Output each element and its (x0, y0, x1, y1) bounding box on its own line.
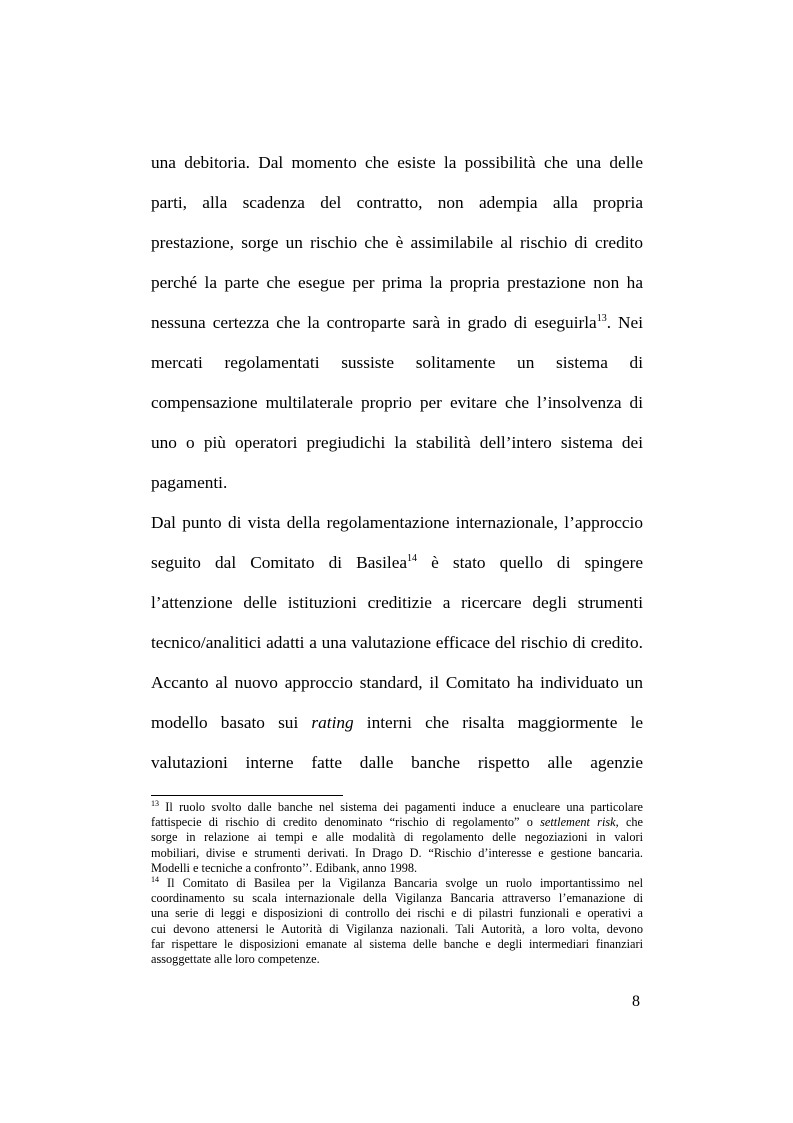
body-line: perché la parte che esegue per prima la propria prestazione non ha (151, 273, 643, 292)
body-line: tecnico/analitici adatti a una valutazione efficace del rischio di credito. (151, 633, 643, 652)
footnote-line: mobiliari, divise e strumenti derivati. In Drago D. “Rischio d’interesse e gestione bancaria. (151, 845, 643, 860)
footnote-text: che (618, 815, 644, 830)
body-line: valutazioni interne fatte dalle banche rispetto alle agenzie (151, 753, 643, 772)
body-text-span: modello basato sui (151, 713, 312, 732)
body-line (151, 305, 643, 345)
footnote-text: Il Comitato di Basilea per la Vigilanza Bancaria svolge un ruolo importantissimo nel (159, 875, 643, 890)
body-line (151, 705, 643, 745)
body-line: compensazione multilaterale proprio per evitare che l’insolvenza di (151, 393, 643, 412)
body-line: pagamenti. (151, 473, 228, 492)
footnote-ref-13[interactable]: 13 (596, 313, 607, 324)
body-text-span: seguito dal Comitato di Basilea (151, 553, 408, 572)
body-text-span: nessuna certezza che la controparte sarà in grado di eseguirla (151, 313, 597, 332)
footnote-line: una serie di leggi e disposizioni di controllo dei rischi e di pilastri funzionali e operativi a (151, 906, 643, 921)
footnote-line: far rispettare le disposizioni emanate al sistema delle banche e degli intermediari finanziari (151, 936, 643, 951)
body-text (151, 145, 643, 785)
italic-term: rating (311, 713, 354, 732)
footnote-line: sorge in relazione ai tempi e alle modalità di regolamento delle negoziazioni in valori (151, 830, 643, 845)
footnote-14 (151, 876, 643, 891)
body-text-span: è stato quello di spingere (417, 553, 644, 572)
body-line: l’attenzione delle istituzioni creditizie a ricercare degli strumenti (151, 593, 643, 612)
footnote-line (151, 815, 643, 830)
footnote-mark-14: 14 (151, 874, 159, 884)
footnote-line: cui devono attenersi le Autorità di Vigilanza nazionali. Tali Autorità, a loro volta, devono (151, 921, 643, 936)
body-line: Accanto al nuovo approccio standard, il Comitato ha individuato un (151, 673, 643, 692)
footnotes (151, 800, 643, 967)
footnote-ref-14[interactable]: 14 (407, 553, 418, 564)
body-line (151, 545, 643, 585)
body-text-span: interni che risalta maggiormente le (353, 713, 643, 732)
footnote-mark-13: 13 (151, 799, 159, 808)
footnote-13 (151, 800, 643, 815)
footnote-text: Il ruolo svolto dalle banche nel sistema dei pagamenti induce a enucleare una particolare (159, 800, 643, 814)
footnote-separator (151, 795, 343, 796)
footnote-text: fattispecie di rischio di credito denominato “rischio di regolamento” o (151, 815, 541, 830)
body-line: una debitoria. Dal momento che esiste la possibilità che una delle (151, 153, 643, 172)
body-line: Dal punto di vista della regolamentazione internazionale, l’approccio (151, 513, 643, 532)
body-line: mercati regolamentati sussiste solitamente un sistema di (151, 353, 643, 372)
footnote-italic-term: settlement risk, (540, 815, 619, 830)
page-number: 8 (632, 993, 640, 1010)
body-text-span: . Nei (606, 313, 643, 332)
body-line: uno o più operatori pregiudichi la stabilità dell’intero sistema dei (151, 433, 643, 452)
footnote-line: Modelli e tecniche a confronto’’. Edibank, anno 1998. (151, 860, 418, 875)
body-line: prestazione, sorge un rischio che è assimilabile al rischio di credito (151, 233, 643, 252)
body-line: parti, alla scadenza del contratto, non adempia alla propria (151, 193, 643, 212)
footnote-line: coordinamento su scala internazionale della Vigilanza Bancaria attraverso l’emanazione di (151, 891, 643, 906)
footnote-line: assoggettate alle loro competenze. (151, 951, 320, 966)
